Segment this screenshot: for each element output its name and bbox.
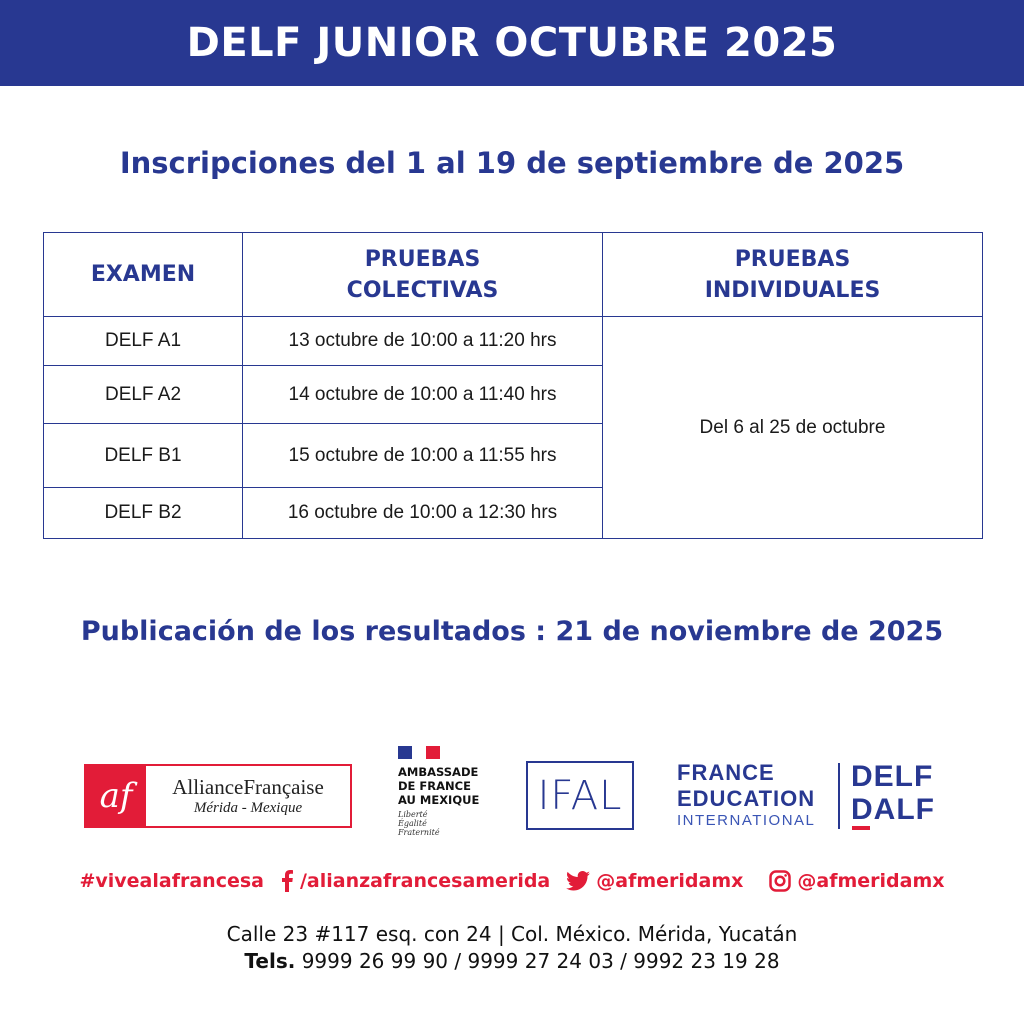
table-row: [44, 317, 983, 366]
address-line: Calle 23 #117 esq. con 24 | Col. México. Mérida, Yucatán: [226, 922, 798, 946]
french-flag-icon: [398, 746, 440, 759]
delf-accent-bar: [852, 826, 870, 830]
ifal-text: IFAL: [537, 772, 623, 819]
individual-cell: Del 6 al 25 de octubre: [603, 317, 983, 539]
collective-cell: 13 octubre de 10:00 a 11:20 hrs: [243, 317, 603, 366]
motto-line: Égalité: [398, 819, 427, 828]
exam-cell: DELF B1: [44, 424, 243, 488]
phone-numbers: 9999 26 99 90 / 9999 27 24 03 / 9992 23 19 28: [301, 949, 780, 973]
alliance-francaise-logo: [84, 764, 352, 828]
header-individuales: PRUEBAS INDIVIDUALES: [603, 233, 983, 317]
instagram-link[interactable]: @afmeridamx: [797, 870, 945, 892]
registration-dates: Inscripciones del 1 al 19 de septiembre de 2025: [119, 146, 905, 180]
logo-divider: [838, 763, 840, 829]
af-name: AllianceFrançaise: [172, 775, 324, 799]
instagram-icon: [769, 870, 791, 892]
collective-cell: 16 octubre de 10:00 a 12:30 hrs: [243, 488, 603, 539]
contact-info: [0, 921, 1024, 975]
twitter-link[interactable]: @afmeridamx: [596, 870, 744, 892]
ambassade-logo: [398, 746, 508, 837]
motto-line: Fraternité: [398, 828, 440, 837]
motto-line: Liberté: [398, 810, 428, 819]
ambassade-line: AMBASSADE: [398, 765, 479, 779]
ifal-logo: [526, 761, 634, 830]
social-links: [0, 870, 1024, 892]
af-city: Mérida - Mexique: [193, 800, 303, 816]
dalf-text: DALF: [851, 793, 935, 826]
twitter-icon: [566, 871, 590, 891]
header-examen: EXAMEN: [44, 233, 243, 317]
exam-cell: DELF B2: [44, 488, 243, 539]
tels-label: Tels.: [244, 949, 296, 973]
fei-line: EDUCATION: [677, 786, 816, 811]
results-date: Publicación de los resultados : 21 de noviembre de 2025: [80, 616, 944, 647]
facebook-link[interactable]: /alianzafrancesamerida: [299, 870, 551, 892]
ambassade-line: AU MEXIQUE: [398, 793, 480, 807]
ambassade-line: DE FRANCE: [398, 779, 471, 793]
exam-cell: DELF A1: [44, 317, 243, 366]
fei-line: INTERNATIONAL: [677, 812, 816, 829]
collective-cell: 15 octubre de 10:00 a 11:55 hrs: [243, 424, 603, 488]
hashtag: #vivealafrancesa: [79, 870, 264, 892]
af-mark: af: [86, 766, 146, 826]
facebook-icon: [280, 870, 294, 892]
delf-text: DELF: [851, 760, 934, 793]
phones-line: [0, 948, 1024, 975]
exam-schedule-table: [43, 232, 983, 539]
header-banner: [0, 0, 1024, 86]
page-title: DELF JUNIOR OCTUBRE 2025: [186, 20, 838, 66]
collective-cell: 14 octubre de 10:00 a 11:40 hrs: [243, 366, 603, 424]
delf-dalf-logo: [851, 760, 935, 826]
exam-cell: DELF A2: [44, 366, 243, 424]
fei-line: FRANCE: [677, 760, 775, 785]
france-education-logo: [677, 760, 815, 830]
table-header-row: [44, 233, 983, 317]
header-colectivas: PRUEBAS COLECTIVAS: [243, 233, 603, 317]
